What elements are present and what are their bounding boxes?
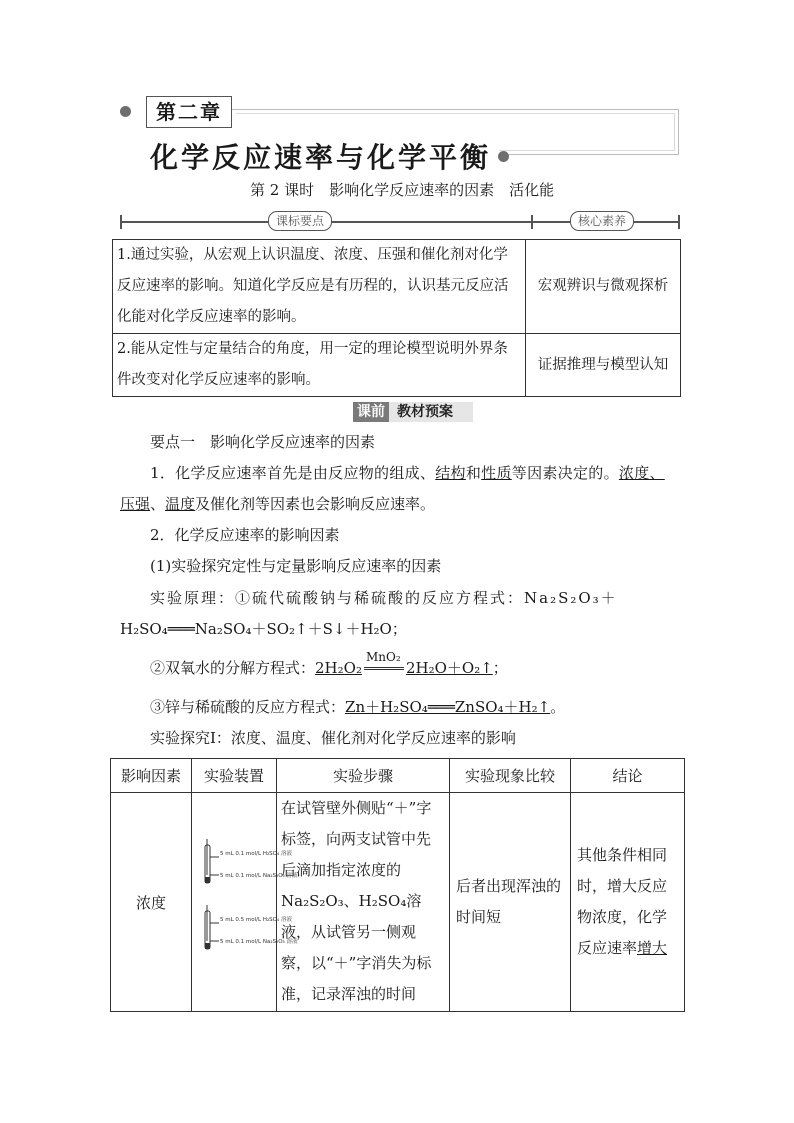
table-row: [113, 240, 681, 334]
factor-cell: 浓度: [111, 793, 192, 1012]
text-run: 等因素决定的。: [511, 464, 619, 482]
subsection-heading: (1)实验探究定性与定量影响反应速率的因素: [150, 557, 442, 575]
equation-answer: Zn＋H₂SO₄═══ZnSO₄＋H₂↑: [345, 698, 551, 716]
bar-tick: [120, 215, 122, 229]
apparatus-label: 5 mL 0.1 mol/L H₂SO₄ 溶液: [220, 851, 292, 857]
table-row: [111, 793, 685, 1012]
point-heading: 要点一 影响化学反应速率的因素: [150, 433, 376, 451]
preview-text: 教材预案: [389, 402, 473, 422]
text-run: ；: [492, 659, 508, 677]
core-literacy: 证据推理与模型认知: [526, 334, 681, 397]
paragraph-1: [120, 461, 692, 485]
preview-section-label: [353, 402, 473, 422]
chapter-title: 化学反应速率与化学平衡: [150, 136, 499, 176]
bar-tick: [531, 215, 533, 229]
apparatus-cell: [192, 793, 298, 1012]
text-run: 和: [465, 464, 482, 482]
tab-literacy: 核心素养: [570, 211, 634, 231]
underlined-answer: 结构: [435, 464, 466, 482]
underlined-answer: 增大: [637, 939, 668, 957]
paragraph-1-cont: [120, 492, 435, 516]
standard-point: 1.通过实验，从宏观上认识温度、浓度、压强和催化剂对化学反应速率的影响。知道化学反应是有历程的，认识基元反应活化能对化学反应速率的影响。: [113, 240, 526, 334]
col-header: 实验装置: [192, 759, 277, 793]
section-heading: 2．化学反应速率的影响因素: [150, 526, 340, 544]
principle-line-2: [150, 650, 508, 680]
text-run: 1．化学反应速率首先是由反应物的组成、: [150, 464, 436, 482]
bullet-dot-icon: [120, 106, 131, 117]
conclusion-cell: [571, 793, 685, 1012]
core-literacy: 宏观辨识与微观探析: [526, 240, 681, 334]
test-tube-apparatus-icon: [195, 835, 298, 965]
col-header: 结论: [571, 759, 685, 793]
experiment-heading: 实验探究Ⅰ：浓度、温度、催化剂对化学反应速率的影响: [150, 729, 516, 747]
text-run: 、: [150, 495, 166, 513]
text-run: ②双氧水的分解方程式：: [150, 659, 316, 677]
observation-cell: 后者出现浑浊的时间短: [450, 793, 571, 1012]
table-row: [113, 334, 681, 397]
principle-line-1b: H₂SO₄═══Na₂SO₄＋SO₂↑＋S↓＋H₂O；: [120, 620, 407, 638]
catalyst-arrow: [362, 650, 406, 673]
table-header-row: [111, 759, 685, 793]
equation-answer: [315, 650, 493, 677]
underlined-answer: 温度: [165, 495, 196, 513]
standard-point: 2.能从定性与定量结合的角度，用一定的理论模型说明外界条件改变对化学反应速率的影响。: [113, 334, 526, 397]
tab-standards: 课标要点: [268, 211, 332, 231]
equals-line: [364, 667, 404, 670]
bullet-dot-icon: [498, 151, 509, 162]
text-run: 其他条件相同时，增大反应物浓度，化学反应速率: [577, 846, 668, 957]
text-run: 。: [550, 698, 566, 716]
lesson-title: 第 2 课时 影响化学反应速率的因素 活化能: [250, 181, 555, 199]
underlined-answer: 压强: [120, 495, 151, 513]
steps-cell: 在试管壁外侧贴“＋”字标签，向两支试管中先后滴加指定浓度的Na₂S₂O₃、H₂SO₄溶液，从试管另一侧观察，以“＋”字消失为标准，记录浑浊的时间: [277, 793, 450, 1012]
standards-table: [112, 239, 681, 397]
chapter-label: 第二章: [146, 96, 232, 128]
col-header: 实验步骤: [277, 759, 450, 793]
apparatus-label: 5 mL 0.1 mol/L Na₂S₂O₃ 溶液: [220, 873, 298, 879]
underlined-answer: 性质: [481, 464, 512, 482]
principle-line-1: 实验原理：①硫代硫酸钠与稀硫酸的反应方程式：Na₂S₂O₃＋: [150, 589, 618, 607]
bar-tick: [678, 215, 680, 229]
text-run: ③锌与稀硫酸的反应方程式：: [150, 698, 346, 716]
apparatus-label: 5 mL 0.1 mol/L Na₂S₂O₃ 溶液: [220, 939, 298, 945]
principle-line-3: [150, 695, 565, 719]
col-header: 实验现象比较: [450, 759, 571, 793]
col-header: 影响因素: [111, 759, 192, 793]
apparatus-label: 5 mL 0.5 mol/L H₂SO₄ 溶液: [220, 917, 292, 923]
underlined-answer: 浓度、: [618, 464, 665, 482]
preview-tag: 课前: [353, 402, 389, 422]
equation-part: 2H₂O₂: [315, 659, 362, 677]
text-run: 及催化剂等因素也会影响反应速率。: [195, 495, 436, 513]
catalyst-label: MnO₂: [365, 650, 401, 664]
equation-part: 2H₂O＋O₂↑: [405, 659, 493, 677]
experiment-table: [110, 758, 685, 1012]
